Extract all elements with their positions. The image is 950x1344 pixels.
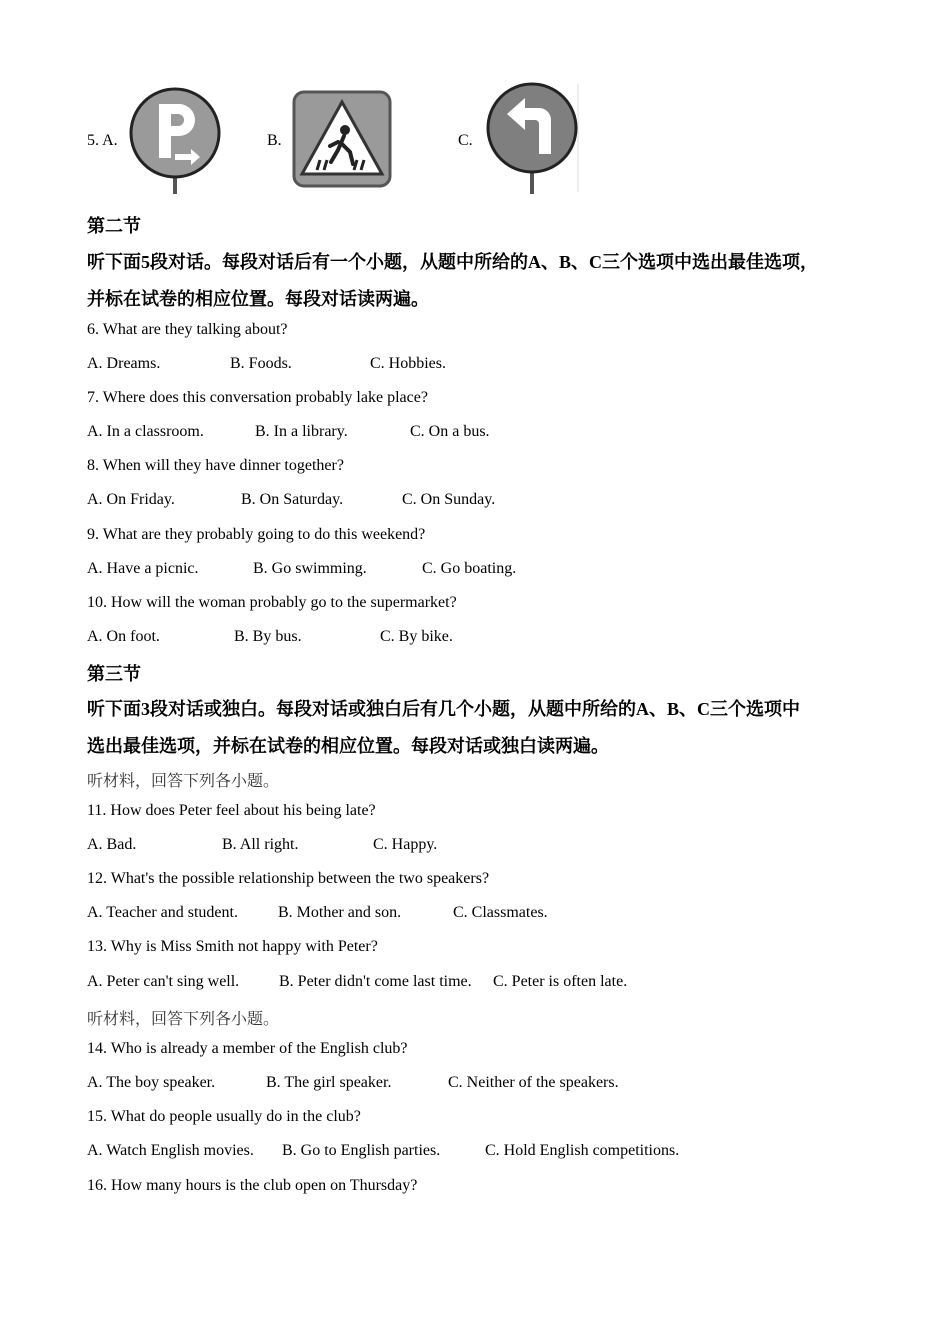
q7-option-c[interactable]: C. On a bus. [410, 423, 490, 440]
q13-option-b[interactable]: B. Peter didn't come last time. [279, 973, 472, 990]
q13-text: 13. Why is Miss Smith not happy with Peter? [87, 938, 378, 955]
q8-options [87, 491, 887, 513]
q13-option-c[interactable]: C. Peter is often late. [493, 973, 628, 990]
q7-option-b[interactable]: B. In a library. [255, 423, 348, 440]
material-prompt-2: 听材料，回答下列各小题。 [87, 1011, 280, 1028]
q15-option-a[interactable]: A. Watch English movies. [87, 1142, 254, 1159]
q7-options [87, 423, 887, 445]
q14-text: 14. Who is already a member of the English club? [87, 1040, 408, 1057]
q8-text: 8. When will they have dinner together? [87, 457, 344, 474]
q14-options [87, 1074, 887, 1096]
q5-label: 5. A. [87, 132, 118, 149]
q11-option-c[interactable]: C. Happy. [373, 836, 438, 853]
q15-options [87, 1142, 887, 1164]
q12-text: 12. What's the possible relationship between the two speakers? [87, 870, 490, 887]
q5-options [87, 82, 607, 197]
section2-heading: 第二节 [87, 216, 141, 236]
q10-option-b[interactable]: B. By bus. [234, 628, 302, 645]
q12-options [87, 904, 887, 926]
q9-option-a[interactable]: A. Have a picnic. [87, 560, 199, 577]
section2-instructions-line1: 听下面5段对话。每段对话后有一个小题，从题中所给的A、B、C三个选项中选出最佳选项， [87, 252, 818, 272]
q8-option-c[interactable]: C. On Sunday. [402, 491, 496, 508]
section2-instructions-line2: 并标在试卷的相应位置。每段对话读两遍。 [87, 289, 429, 309]
q12-option-b[interactable]: B. Mother and son. [278, 904, 402, 921]
q14-option-c[interactable]: C. Neither of the speakers. [448, 1074, 619, 1091]
q5-b-label: B. [267, 132, 282, 149]
q13-options [87, 973, 887, 995]
section3-instructions-line1: 听下面3段对话或独白。每段对话或独白后有几个小题，从题中所给的A、B、C三个选项中 [87, 699, 800, 719]
q6-options [87, 355, 887, 377]
q14-option-b[interactable]: B. The girl speaker. [266, 1074, 392, 1091]
parking-sign-icon [129, 86, 221, 194]
q15-option-b[interactable]: B. Go to English parties. [282, 1142, 441, 1159]
section3-instructions-line2: 选出最佳选项，并标在试卷的相应位置。每段对话或独白读两遍。 [87, 736, 609, 756]
q16-text: 16. How many hours is the club open on Thursday? [87, 1177, 418, 1194]
q6-option-b[interactable]: B. Foods. [230, 355, 292, 372]
q15-option-c[interactable]: C. Hold English competitions. [485, 1142, 680, 1159]
q10-text: 10. How will the woman probably go to the supermarket? [87, 594, 457, 611]
q11-text: 11. How does Peter feel about his being late? [87, 802, 376, 819]
q5-c-label: C. [458, 132, 473, 149]
q8-option-a[interactable]: A. On Friday. [87, 491, 175, 508]
q10-option-a[interactable]: A. On foot. [87, 628, 160, 645]
q11-option-a[interactable]: A. Bad. [87, 836, 137, 853]
q9-options [87, 560, 887, 582]
q7-text: 7. Where does this conversation probably lake place? [87, 389, 428, 406]
q7-option-a[interactable]: A. In a classroom. [87, 423, 204, 440]
q8-option-b[interactable]: B. On Saturday. [241, 491, 344, 508]
q12-option-c[interactable]: C. Classmates. [453, 904, 548, 921]
q11-options [87, 836, 887, 858]
q9-option-b[interactable]: B. Go swimming. [253, 560, 367, 577]
q6-option-c[interactable]: C. Hobbies. [370, 355, 446, 372]
q15-text: 15. What do people usually do in the club? [87, 1108, 361, 1125]
q9-text: 9. What are they probably going to do this weekend? [87, 526, 426, 543]
q13-option-a[interactable]: A. Peter can't sing well. [87, 973, 240, 990]
turn-left-sign-icon [485, 82, 581, 194]
q10-option-c[interactable]: C. By bike. [380, 628, 453, 645]
q9-option-c[interactable]: C. Go boating. [422, 560, 517, 577]
q6-option-a[interactable]: A. Dreams. [87, 355, 161, 372]
q12-option-a[interactable]: A. Teacher and student. [87, 904, 238, 921]
section3-heading: 第三节 [87, 664, 141, 684]
q10-options [87, 628, 887, 650]
q11-option-b[interactable]: B. All right. [222, 836, 299, 853]
pedestrian-crossing-sign-icon [292, 90, 392, 188]
material-prompt-1: 听材料，回答下列各小题。 [87, 773, 280, 790]
q6-text: 6. What are they talking about? [87, 321, 288, 338]
q14-option-a[interactable]: A. The boy speaker. [87, 1074, 216, 1091]
